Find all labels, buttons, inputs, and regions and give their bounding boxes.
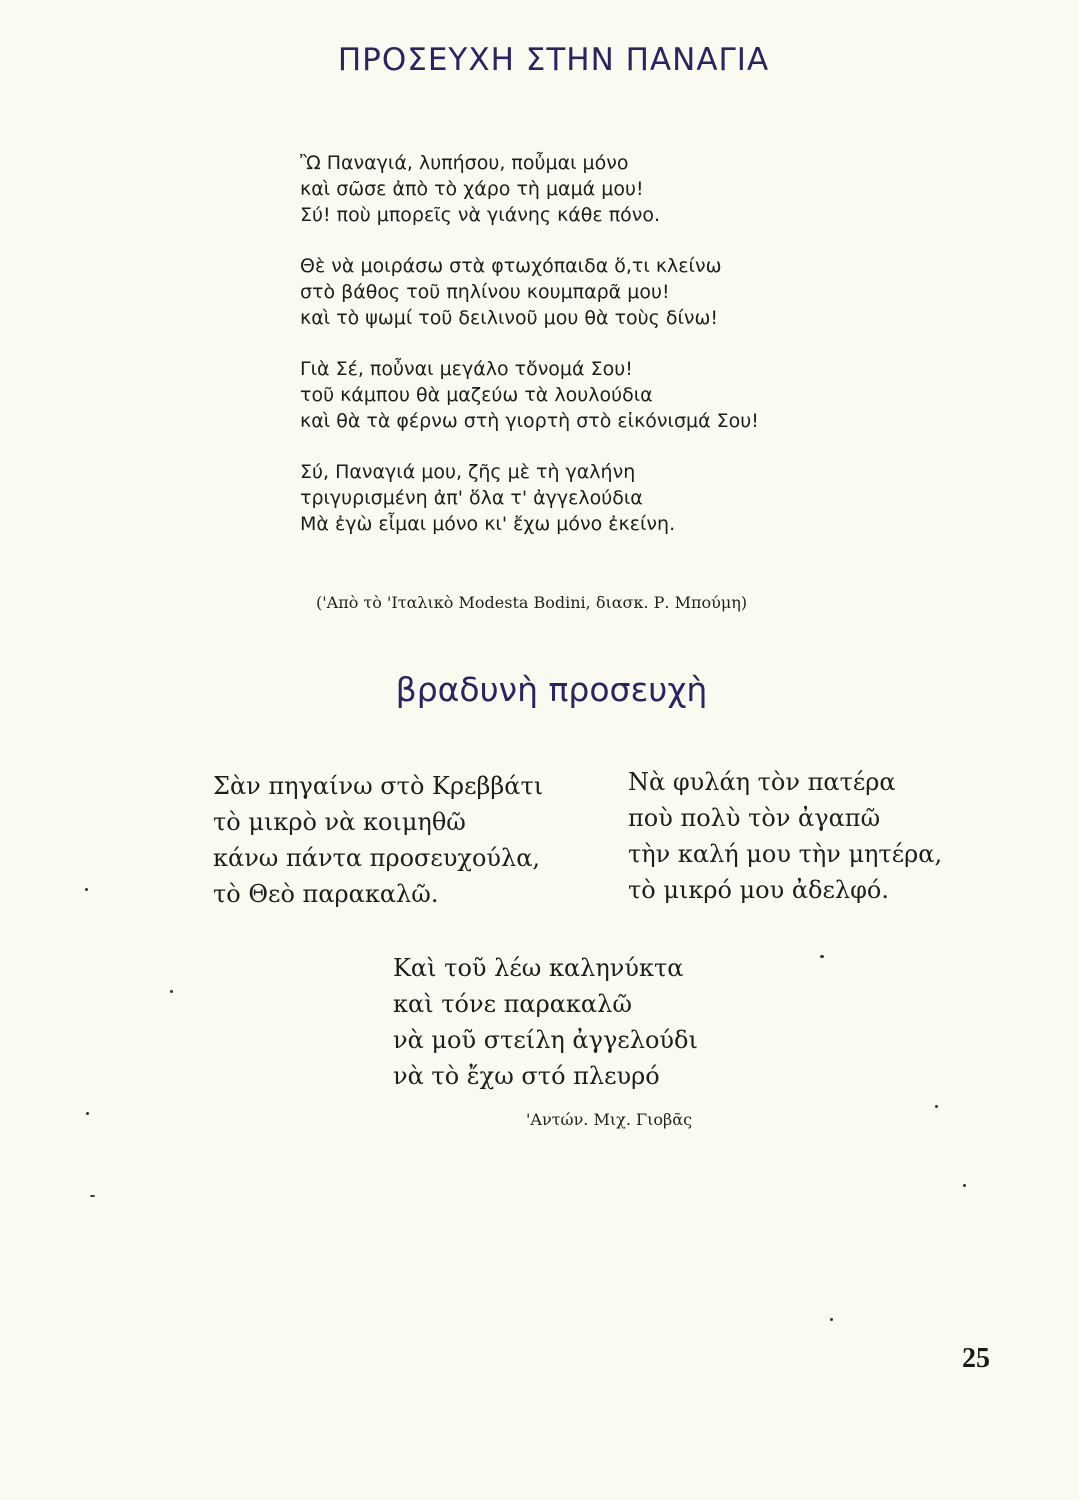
poem-line: καὶ τὸ ψωμί τοῦ δειλινοῦ μου θὰ τοὺς δίνω!: [300, 307, 719, 329]
poem-line: καὶ θὰ τὰ φέρνω στὴ γιορτὴ στὸ εἰκόνισμά Σου!: [300, 410, 759, 432]
poem-line: Νὰ φυλάη τὸν πατέρα: [628, 768, 896, 796]
paper-speck: [86, 1112, 89, 1115]
poem-line: Γιὰ Σέ, ποὖναι μεγάλο τὄνομά Σου!: [300, 358, 633, 380]
poem-line: τοῦ κάμπου θὰ μαζεύω τὰ λουλούδια: [300, 384, 653, 406]
paper-speck: [85, 888, 88, 891]
poem-line: νὰ τὸ ἔχω στό πλευρό: [393, 1062, 660, 1090]
poem-line: Μὰ ἐγὼ εἶμαι μόνο κι' ἔχω μόνο ἐκείνη.: [300, 513, 676, 535]
poem-line: ποὺ πολὺ τὸν ἀγαπῶ: [628, 804, 881, 832]
paper-speck: [170, 990, 173, 993]
poem-line: Σύ! ποὺ μπορεῖς νὰ γιάνης κάθε πόνο.: [300, 204, 661, 226]
stanza: [300, 150, 900, 228]
poem-column-right: [628, 764, 942, 908]
page-title: ΠΡΟΣΕΥΧΗ ΣΤΗΝ ΠΑΝΑΓΙΑ: [337, 42, 770, 78]
paper-speck: [963, 1184, 966, 1187]
poem-line: Σύ, Παναγιά μου, ζῆς μὲ τὴ γαλήνη: [300, 461, 636, 483]
paper-speck: [830, 1318, 833, 1321]
paper-speck: [90, 1195, 95, 1197]
poem-line: τὸ μικρό μου ἀδελφό.: [628, 876, 889, 904]
poem-panagia: [300, 150, 900, 537]
stanza: [300, 253, 900, 331]
poem-column-left: [213, 768, 543, 912]
paper-speck: [935, 1105, 938, 1108]
page-number: 25: [962, 1343, 990, 1374]
stanza: [300, 356, 900, 434]
paper-speck: [820, 955, 824, 958]
poem-line: τὸ μικρὸ νὰ κοιμηθῶ: [213, 808, 466, 836]
poem-column-center: [393, 950, 698, 1094]
poem-line: Καὶ τοῦ λέω καληνύκτα: [393, 954, 684, 982]
stanza: [300, 459, 900, 537]
poem-line: κάνω πάντα προσευχούλα,: [213, 844, 541, 872]
poem-source: ('Απὸ τὸ 'Ιταλικὸ Modesta Bodini, διασκ. Ρ. Μπούμη): [316, 593, 748, 612]
poem-line: Σὰν πηγαίνω στὸ Κρεββάτι: [213, 772, 544, 800]
poem-line: τὴν καλή μου τὴν μητέρα,: [628, 840, 943, 868]
poem-line: καὶ σῶσε ἀπὸ τὸ χάρο τὴ μαμά μου!: [300, 178, 644, 200]
poem-line: καὶ τόνε παρακαλῶ: [393, 990, 632, 1018]
poem-line: στὸ βάθος τοῦ πηλίνου κουμπαρᾶ μου!: [300, 281, 670, 303]
section-title: βραδυνὴ προσευχὴ: [395, 670, 708, 709]
poem-line: Ὢ Παναγιά, λυπήσου, ποὖμαι μόνο: [300, 152, 629, 174]
poem-author: 'Αντών. Μιχ. Γιοβᾶς: [526, 1110, 693, 1129]
poem-line: νὰ μοῦ στείλη ἀγγελούδι: [393, 1026, 698, 1054]
poem-line: τὸ Θεὸ παρακαλῶ.: [213, 880, 439, 908]
poem-line: τριγυρισμένη ἀπ' ὅλα τ' ἀγγελούδια: [300, 487, 643, 509]
poem-line: Θὲ νὰ μοιράσω στὰ φτωχόπαιδα ὅ,τι κλείνω: [300, 255, 722, 277]
